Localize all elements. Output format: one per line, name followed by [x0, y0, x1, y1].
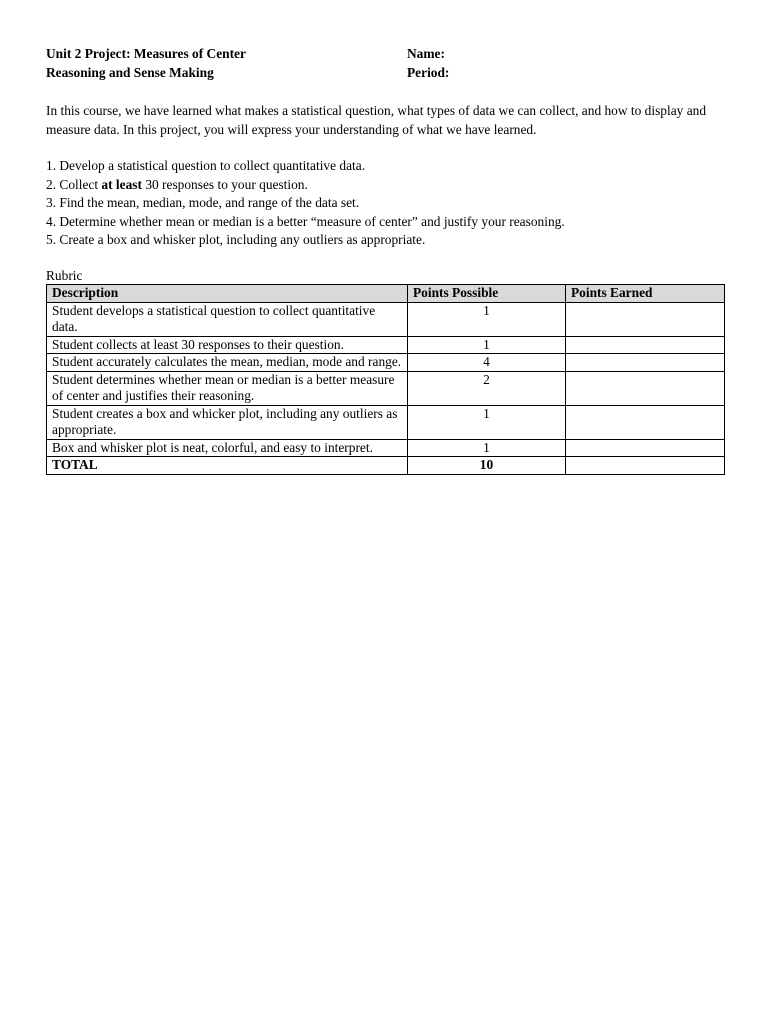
step-1: 1. Develop a statistical question to collect quantitative data. — [46, 158, 366, 173]
intro-paragraph: In this course, we have learned what makes a statistical question, what types of data we can collect, and how to display and measure data. In this project, you will express your understanding of what we have learned. — [46, 103, 707, 137]
row-description: Student creates a box and whicker plot, including any outliers as appropriate. — [47, 405, 408, 439]
row-points-earned — [566, 354, 725, 372]
table-row — [47, 336, 725, 354]
row-points-possible: 2 — [408, 371, 566, 405]
column-header-points-earned: Points Earned — [566, 284, 725, 302]
row-points-earned — [566, 336, 725, 354]
project-title: Unit 2 Project: Measures of Center — [46, 46, 246, 61]
column-header-description: Description — [47, 284, 408, 302]
row-points-earned — [566, 371, 725, 405]
rubric-label: Rubric — [46, 267, 83, 283]
steps-list — [46, 157, 724, 250]
total-label: TOTAL — [47, 457, 408, 475]
total-row — [47, 457, 725, 475]
row-points-possible: 1 — [408, 302, 566, 336]
step-3: 3. Find the mean, median, mode, and range of the data set. — [46, 195, 360, 211]
table-row — [47, 371, 725, 405]
row-description: Student develops a statistical question to collect quantitative data. — [47, 302, 408, 336]
total-earned — [566, 457, 725, 475]
name-label: Name: — [407, 46, 445, 61]
project-subtitle: Reasoning and Sense Making — [46, 65, 214, 80]
rubric-table — [46, 284, 725, 475]
row-points-possible: 1 — [408, 405, 566, 439]
row-description: Student collects at least 30 responses to their question. — [47, 336, 408, 354]
period-label: Period: — [407, 65, 450, 80]
row-points-possible: 1 — [408, 439, 566, 457]
row-points-possible: 1 — [408, 336, 566, 354]
table-row — [47, 302, 725, 336]
total-points: 10 — [408, 457, 566, 475]
document-header — [46, 45, 724, 83]
row-points-earned — [566, 439, 725, 457]
step-4: 4. Determine whether mean or median is a better “measure of center” and justify your reasoning. — [46, 213, 565, 229]
table-row — [47, 354, 725, 372]
document-page — [46, 45, 724, 475]
column-header-points-possible: Points Possible — [408, 284, 566, 302]
rubric-header-row — [47, 284, 725, 302]
row-points-possible: 4 — [408, 354, 566, 372]
row-description: Student accurately calculates the mean, median, mode and range. — [47, 354, 408, 372]
table-row — [47, 439, 725, 457]
table-row — [47, 405, 725, 439]
row-description: Box and whisker plot is neat, colorful, and easy to interpret. — [47, 439, 408, 457]
row-points-earned — [566, 405, 725, 439]
row-description: Student determines whether mean or median is a better measure of center and justifies their reasoning. — [47, 371, 408, 405]
row-points-earned — [566, 302, 725, 336]
step-2: 2. Collect at least 30 responses to your question. — [46, 176, 308, 192]
step-5: 5. Create a box and whisker plot, including any outliers as appropriate. — [46, 232, 426, 248]
